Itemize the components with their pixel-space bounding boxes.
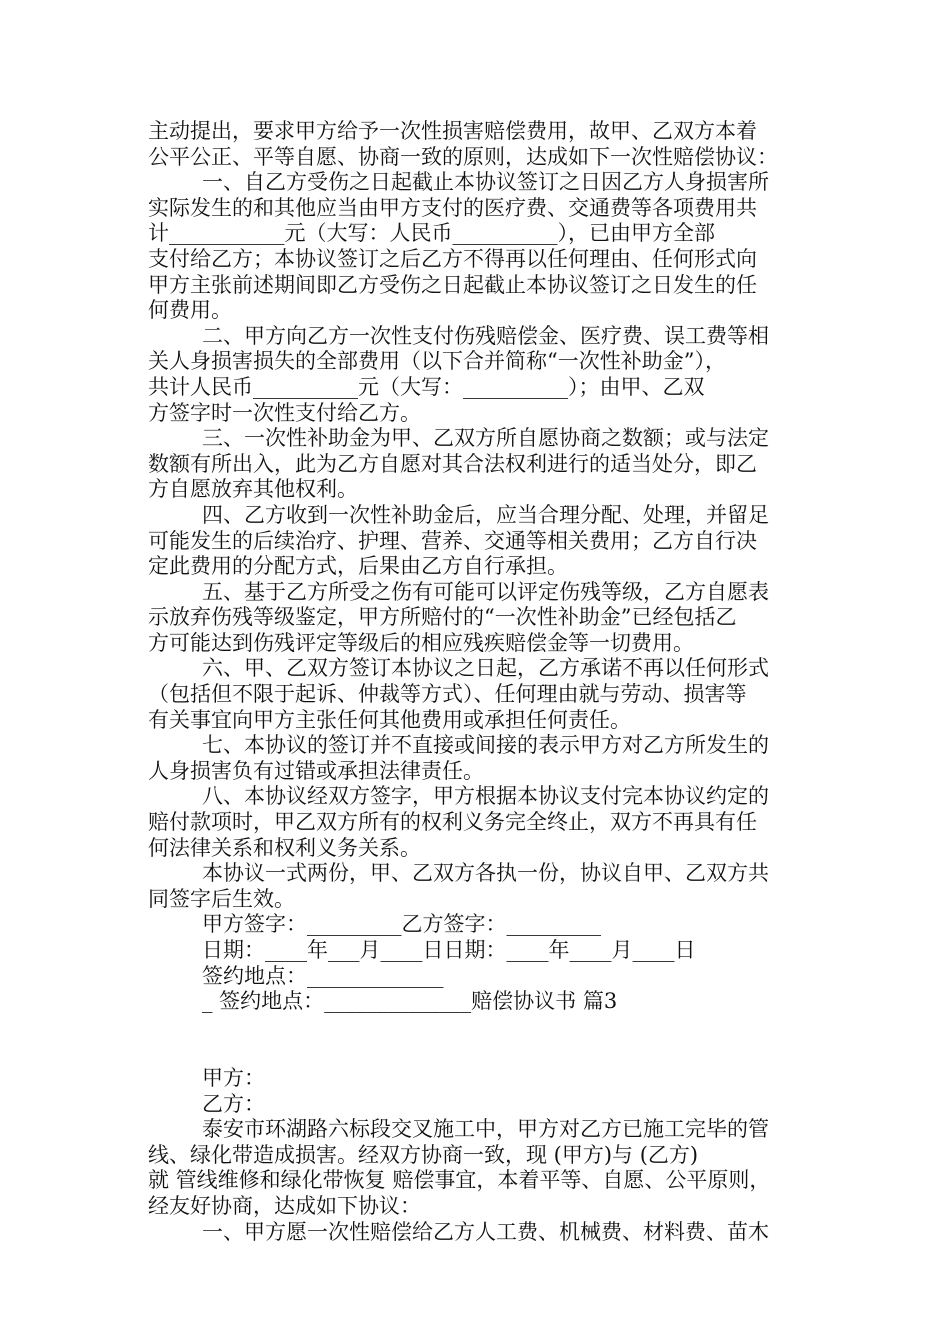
amount-fill-line: 计___________元（大写：人民币__________），已由甲方全部 bbox=[148, 221, 715, 246]
text-line: 方签字时一次性支付给乙方。 bbox=[148, 400, 421, 425]
text-line: 定此费用的分配方式，后果由乙方自行承担。 bbox=[148, 554, 568, 579]
text-line: 可能发生的后续治疗、护理、营养、交通等相关费用；乙方自行决 bbox=[148, 528, 757, 553]
text-line: 甲方主张前述期间即乙方受伤之日起截止本协议签订之日发生的任 bbox=[148, 272, 757, 297]
text-line: 关人身损害损失的全部费用（以下合并简称“一次性补助金”）， bbox=[148, 349, 726, 374]
clause-4-text: 四、乙方收到一次性补助金后，应当合理分配、处理，并留足 bbox=[202, 502, 769, 527]
party-a-label: 甲方： bbox=[202, 1065, 265, 1090]
text-line: 支付给乙方；本协议签订之后乙方不得再以任何理由、任何形式向 bbox=[148, 246, 757, 271]
text-line: 何费用。 bbox=[148, 298, 232, 323]
text-line: 赔付款项时，甲乙双方所有的权利义务完全终止，双方不再具有任 bbox=[148, 810, 757, 835]
clause-2-text: 二、甲方向乙方一次性支付伤残赔偿金、医疗费、误工费等相 bbox=[202, 323, 769, 348]
text-line: 经友好协商，达成如下协议： bbox=[148, 1193, 421, 1218]
text-line: 就 管线维修和绿化带恢复 赔偿事宜，本着平等、自愿、公平原则， bbox=[148, 1168, 771, 1193]
clause-8-text: 八、本协议经双方签字，甲方根据本协议支付完本协议约定的 bbox=[202, 784, 769, 809]
party-b-label: 乙方： bbox=[202, 1091, 265, 1116]
signing-place-line: 签约地点：_____________ bbox=[202, 963, 444, 988]
text-line: 数额有所出入，此为乙方自愿对其合法权利进行的适当处分，即乙 bbox=[148, 451, 757, 476]
clause-1-text: 一、甲方愿一次性赔偿给乙方人工费、机械费、材料费、苗木 bbox=[202, 1219, 769, 1244]
text-line: 线、绿化带造成损害。经双方协商一致，现 (甲方)与 (乙方) bbox=[148, 1142, 699, 1167]
text-line: 实际发生的和其他应当由甲方支付的医疗费、交通费等各项费用共 bbox=[148, 195, 757, 220]
clause-6-text: 六、甲、乙双方签订本协议之日起，乙方承诺不再以任何形式 bbox=[202, 656, 769, 681]
intro-paragraph-text: 泰安市环湖路六标段交叉施工中，甲方对乙方已施工完毕的管 bbox=[202, 1117, 769, 1142]
text-line: 方可能达到伤残评定等级后的相应残疾赔偿金等一切费用。 bbox=[148, 630, 694, 655]
document-page bbox=[148, 119, 808, 1245]
text-line: 何法律关系和权利义务关系。 bbox=[148, 835, 421, 860]
blank-line bbox=[148, 1015, 808, 1041]
text-line: 人身损害负有过错或承担法律责任。 bbox=[148, 758, 484, 783]
signature-line: 甲方签字：_________乙方签字：_________ bbox=[202, 912, 601, 937]
clause-3-text: 三、一次性补助金为甲、乙双方所自愿协商之数额；或与法定 bbox=[202, 426, 769, 451]
text-line: 主动提出，要求甲方给予一次性损害赔偿费用，故甲、乙双方本着 bbox=[148, 119, 757, 143]
blank-line bbox=[148, 1040, 808, 1066]
copies-clause-text: 本协议一式两份，甲、乙双方各执一份，协议自甲、乙双方共 bbox=[202, 861, 769, 886]
section-heading-line: _ 签约地点：______________赔偿协议书 篇3 bbox=[202, 989, 618, 1014]
text-line: （包括但不限于起诉、仲裁等方式）、任何理由就与劳动、损害等 bbox=[148, 682, 747, 707]
text-line: 示放弃伤残等级鉴定，甲方所赔付的“一次性补助金”已经包括乙 bbox=[148, 605, 737, 630]
text-line: 同签字后生效。 bbox=[148, 886, 295, 911]
text-line: 有关事宜向甲方主张任何其他费用或承担任何责任。 bbox=[148, 707, 631, 732]
amount-fill-line: 共计人民币__________元（大写：__________）；由甲、乙双 bbox=[148, 374, 705, 399]
date-line: 日期：____年___月____日日期：____年____月____日 bbox=[202, 938, 696, 962]
text-line: 方自愿放弃其他权利。 bbox=[148, 477, 358, 502]
text-line: 公平公正、平等自愿、协商一致的原则，达成如下一次性赔偿协议： bbox=[148, 144, 778, 169]
clause-1-text: 一、自乙方受伤之日起截止本协议签订之日因乙方人身损害所 bbox=[202, 170, 769, 195]
clause-5-text: 五、基于乙方所受之伤有可能可以评定伤残等级，乙方自愿表 bbox=[202, 579, 769, 604]
clause-7-text: 七、本协议的签订并不直接或间接的表示甲方对乙方所发生的 bbox=[202, 733, 769, 758]
